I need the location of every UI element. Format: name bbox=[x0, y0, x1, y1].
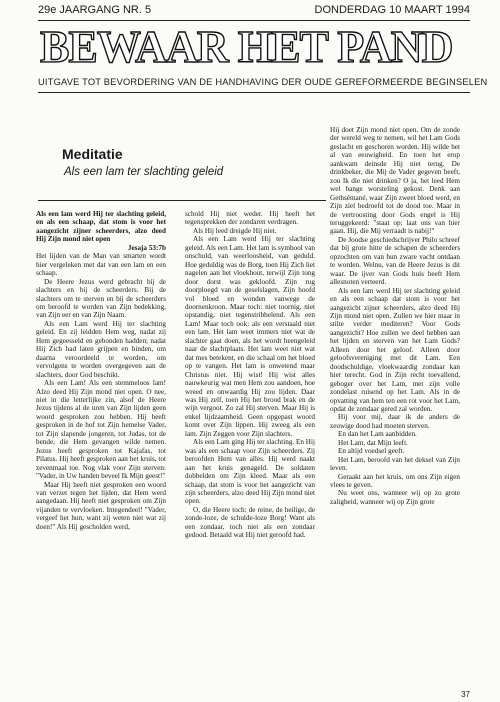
article-rule bbox=[38, 200, 326, 201]
paragraph: O, die Heere toch: de reine, de heilige, de zonde-loze, de schulde-loze Borg! Want als een zondaar, toch niet als een zondaar gedood. Betaald wat Hij niet geroofd had. bbox=[185, 505, 315, 540]
masthead-title: BEWAAR HET PAND bbox=[40, 22, 453, 72]
article-title: Als een lam ter slachting geleid bbox=[64, 166, 224, 178]
issue-header bbox=[38, 2, 470, 18]
article-column-3 bbox=[330, 126, 460, 694]
lead-verse: Als een lam werd Hij ter slachting geleid, en als een schaap, dat stom is voor het aangezicht zijner scheerders, alzo deed Hij Zijn mond niet open bbox=[36, 210, 166, 244]
paragraph: Als een Lam! Als een stemmeloos lam! Alzo deed Hij Zijn mond niet open. O nee, niet in die letterlijke zin, alsof de Heere Jezus tijdens al de uren van Zijn lijden geen woord gesproken zou hebben. Hij heeft gesproken in de hof tot Zijn hemelse Vader, tot Zijn slapende jongeren, tot Judas, tot de bende, die Hem gevangen wilde nemen. Jezus heeft gesproken tot Kajafas, tot Pilatus. Hij heeft gesproken aan het kruis, tot zevenmaal toe. Nog vlak voor Zijn sterven: "Vader, in Uw handen beveel Ik Mijn geest!" bbox=[36, 379, 166, 481]
section-title: Meditatie bbox=[62, 146, 123, 162]
paragraph: Maar Hij heeft niet gesproken een woord van verzet tegen het lijden, dat Hem werd aangedaan. Hij heeft niet gesproken om Zijn vijanden te vervloeken. Integendeel! "Vader, vergeef het hun, want zij weten niet wat zij doen!" Als Hij gescholden werd, bbox=[36, 480, 166, 531]
issue-date: DONDERDAG 10 MAART 1994 bbox=[314, 4, 470, 16]
paragraph: Hij voor mij, daar ik de anders de zeuwige dood had moeten sterven. bbox=[330, 413, 460, 430]
paragraph: En altijd voedsel geeft. bbox=[338, 447, 405, 456]
paragraph: Het Lam, dat Mijn leeft. bbox=[338, 438, 408, 447]
issue-number: 29e JAARGANG NR. 5 bbox=[38, 4, 152, 16]
paragraph: Geraakt aan het kruis, om ons Zijn eigen vlees te geven. bbox=[330, 472, 460, 490]
paragraph: Nu weet ons, wanneer wij op zo grote zaligheid, wanneer wij op Zijn grote bbox=[330, 489, 460, 506]
header-rule-bottom bbox=[38, 92, 470, 93]
paragraph: Het Lam, beroofd van het deksel van Zijn leven. bbox=[330, 455, 460, 473]
masthead-subtitle: UITGAVE TOT BEVORDERING VAN DE HANDHAVING DER OUDE GEREFORMEERDE BEGINSELEN bbox=[38, 77, 488, 87]
paragraph: De Joodse geschiedschrijver Philo schreef dat bij grote hitte de schapen de scheerders opzochten om van hun zware vacht ontdaan te worden. Welnu, van de Heere Jezus is dit waar. De ijver van Gods huis heeft Hem allesnoten verteerd. bbox=[330, 235, 460, 287]
header-rule-top bbox=[38, 20, 470, 21]
article-column-1 bbox=[36, 210, 166, 688]
paragraph: Hij doet Zijn mond niet open. Om de zonde der wereld weg te nemen, wil het Lam Gods geslacht en geschoren worden. Hij wilde het al van eeuwigheid. En toen het erop aankwam deinsde Hij niet terug. De drinkbeker, die Mij de Vader gegeven heeft, zou Ik die niet drinken? O ja, het leed Hem wel bange worsteling gekost. Denk aan Gethsémané, waar Zijn zweet bloed werd, en Zijn ziel bedroefd tot de dood toe. Maar in de vertroosting door Gods engel is Hij teruggekeerd: "staat op; laat ons van hier gaan. Hij, die Mij verraadt is nabij!" bbox=[330, 126, 460, 236]
paragraph: Als een Lam werd Hij ter slachting geleid. Als een Lam. Het lam is symbool van onschuld, van weerloosheid, van geduld. Hoe geduldig was de Borg, toen Hij Zich liet nagelen aan het vloekhout, terwijl Zijn tong door dorst was gekloofd. Zijn rug doorploegd van de geselslagen, Zijn hoofd vol bloed en wonden vanwege de doornenkroon. Maar toch: niet toornig, niet opstandig, niet tegenstribbelend. Als een Lam! Maar toch ook: als een verstaald niet een lam. Het lam weet immers niet wat de slachter gaat doen, als het wordt heengeleid naar de slachtplaats. Het lam weet niet wat dat mes betekent, en die schaal om het bloed op te vangen. Het lam is onwetend maar Christus niet. Hij wist! Hij wist alles nauwkeurig wat men Hem zou aandoen, hoe wreed en onwaardig Hij zou lijden. Daar was Hij zelf, toen Hij het brood brak en de wijn vergoot. Zo zal Hij sterven. Maar Hij is enkel lijdzaamheid. Geen opgepast woord komt over Zijn lippen. Hij zweeg als een lam. Zijn Zeggen voor Zijn slachters. bbox=[185, 235, 315, 438]
paragraph: Als een Lam ging Hij ter slachting. En Hij was als een schaap voor Zijn scheerders. Zij beroofden Hem van alles. Hij werd naakt aan het kruis genageld. De soldaten dobbelden om Zijn kleed. Maar als een schaap, dat stom is voor het aangezicht van zijn scheerders, alzo deed Hij Zijn mond niet open. bbox=[185, 438, 315, 506]
paragraph: En dan het Lam aanbidden. bbox=[338, 430, 417, 439]
page-number: 37 bbox=[461, 690, 470, 699]
paragraph: Als een Lam werd Hij ter slachting geleid. En zij leidden Hem weg, nadat zij Hem gegeesseld en gebonden hadden; nadat Hij Zich had laten grijpen en binden, om daarna veroordeeld te worden, om vervolgens te worden overgegeven aan de slachters, door God beschikt. bbox=[36, 319, 166, 379]
paragraph: De Heere Jezus werd gebracht bij de slachters en bij de scheerders. Bij de slachters om te sterven en bij de scheerders om beroofd te worden van Zijn bedekking, van Zijn eer en van Zijn Naam. bbox=[36, 277, 166, 320]
paragraph: Het lijden van de Man van smarten wordt hier vergeleken met dat van een lam en een schaap. bbox=[36, 252, 166, 278]
paragraph: Als een lam werd Hij ter slachting geleid en als een schaap dat stom is voor het aangezicht zijner scheerders, alzo deed Hij Zijn mond niet open. Zullen we hier maar in stilte verder mediteren? Voor Gods aangezicht? Hoe zullen we deel hebben aan het lijden en sterven van het Lam Gods? Alleen door het geloof. Alleen door geloofsvereniging met dit Lam. Een doodschuldige, vloekwaardig zondaar kan hier terecht. God in Zijn recht toevallend, geboger over het Lam, met zijn volle zondelast ruisend op het Lam. Als in de opvatting van hem ten een rot voor het Lam, opdat de zondaar gered zal worden. bbox=[330, 286, 460, 413]
paragraph: schold Hij niet weder. Hij heeft het tegensprekken der zondaren verdragen. bbox=[185, 210, 315, 227]
article-column-2 bbox=[185, 210, 315, 688]
paragraph: Als Hij leed dreigde Hij niet. bbox=[193, 226, 277, 235]
scripture-reference: Jesaja 53:7b bbox=[127, 243, 166, 252]
